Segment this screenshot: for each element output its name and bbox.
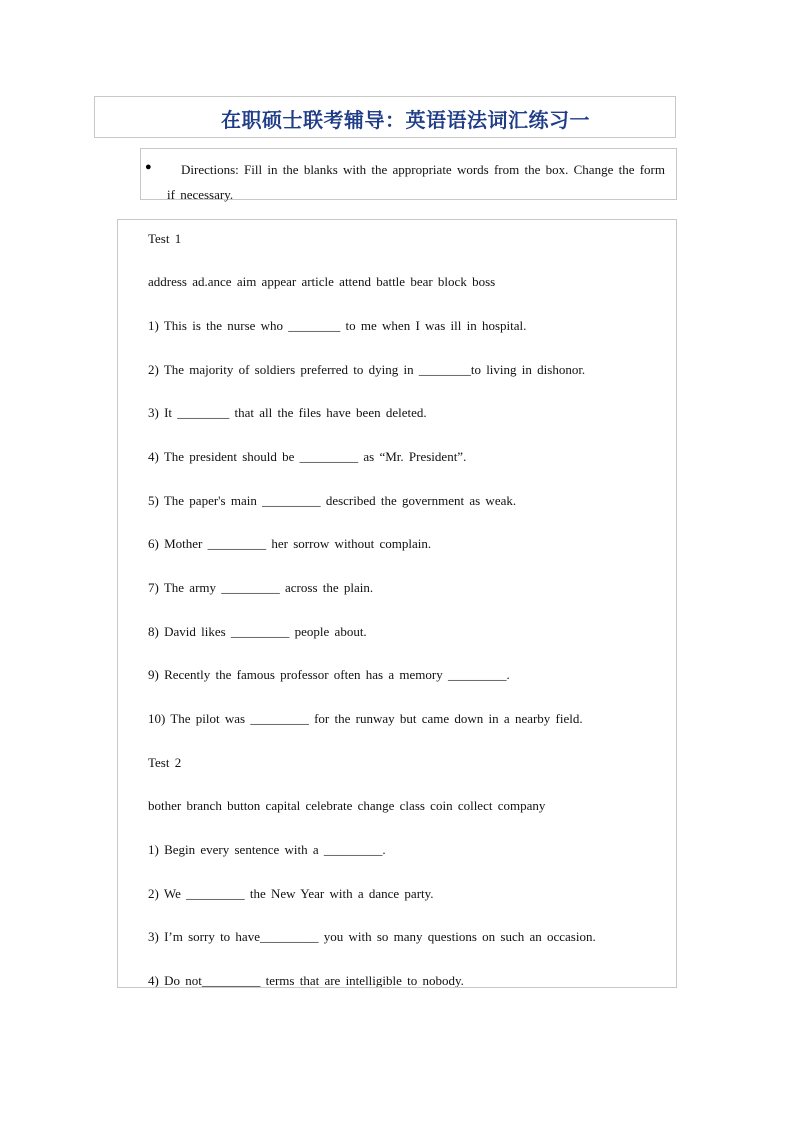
exercise-item: 10) The pilot was _________ for the runway but came down in a nearby field. [148, 711, 583, 726]
bullet-icon: ● [145, 161, 152, 173]
exercise-item: 4) The president should be _________ as “Mr. President”. [148, 449, 467, 464]
exercise-item: 2) The majority of soldiers preferred to dying in ________to living in dishonor. [148, 362, 586, 377]
exercise-item: 4) Do not_________ terms that are intelligible to nobody. [148, 973, 464, 988]
exercise-item: 6) Mother _________ her sorrow without complain. [148, 536, 432, 551]
page-title: 在职硕士联考辅导：英语语法词汇练习一 [221, 108, 590, 132]
test-2-heading: Test 2 [148, 755, 182, 770]
exercise-item: 1) Begin every sentence with a _________. [148, 842, 386, 857]
exercise-item: 9) Recently the famous professor often has a memory _________. [148, 667, 510, 682]
exercise-item: 8) David likes _________ people about. [148, 624, 367, 639]
directions-text: Directions: Fill in the blanks with the appropriate words from the box. Change the form if necessary. [167, 162, 665, 202]
test-1-word-bank: address ad.ance aim appear article attend battle bear block boss [148, 274, 496, 289]
exercise-item: 2) We _________ the New Year with a dance party. [148, 886, 434, 901]
test-1-heading: Test 1 [148, 231, 182, 246]
test-2-word-bank: bother branch button capital celebrate change class coin collect company [148, 798, 546, 813]
exercise-item: 5) The paper's main _________ described the government as weak. [148, 493, 517, 508]
exercise-item: 3) It ________ that all the files have been deleted. [148, 405, 427, 420]
directions-box [140, 148, 677, 200]
exercise-item: 3) I’m sorry to have_________ you with so many questions on such an occasion. [148, 929, 596, 944]
exercise-item: 7) The army _________ across the plain. [148, 580, 374, 595]
exercise-box [117, 219, 677, 988]
title-box [94, 96, 676, 138]
exercise-item: 1) This is the nurse who ________ to me when I was ill in hospital. [148, 318, 527, 333]
